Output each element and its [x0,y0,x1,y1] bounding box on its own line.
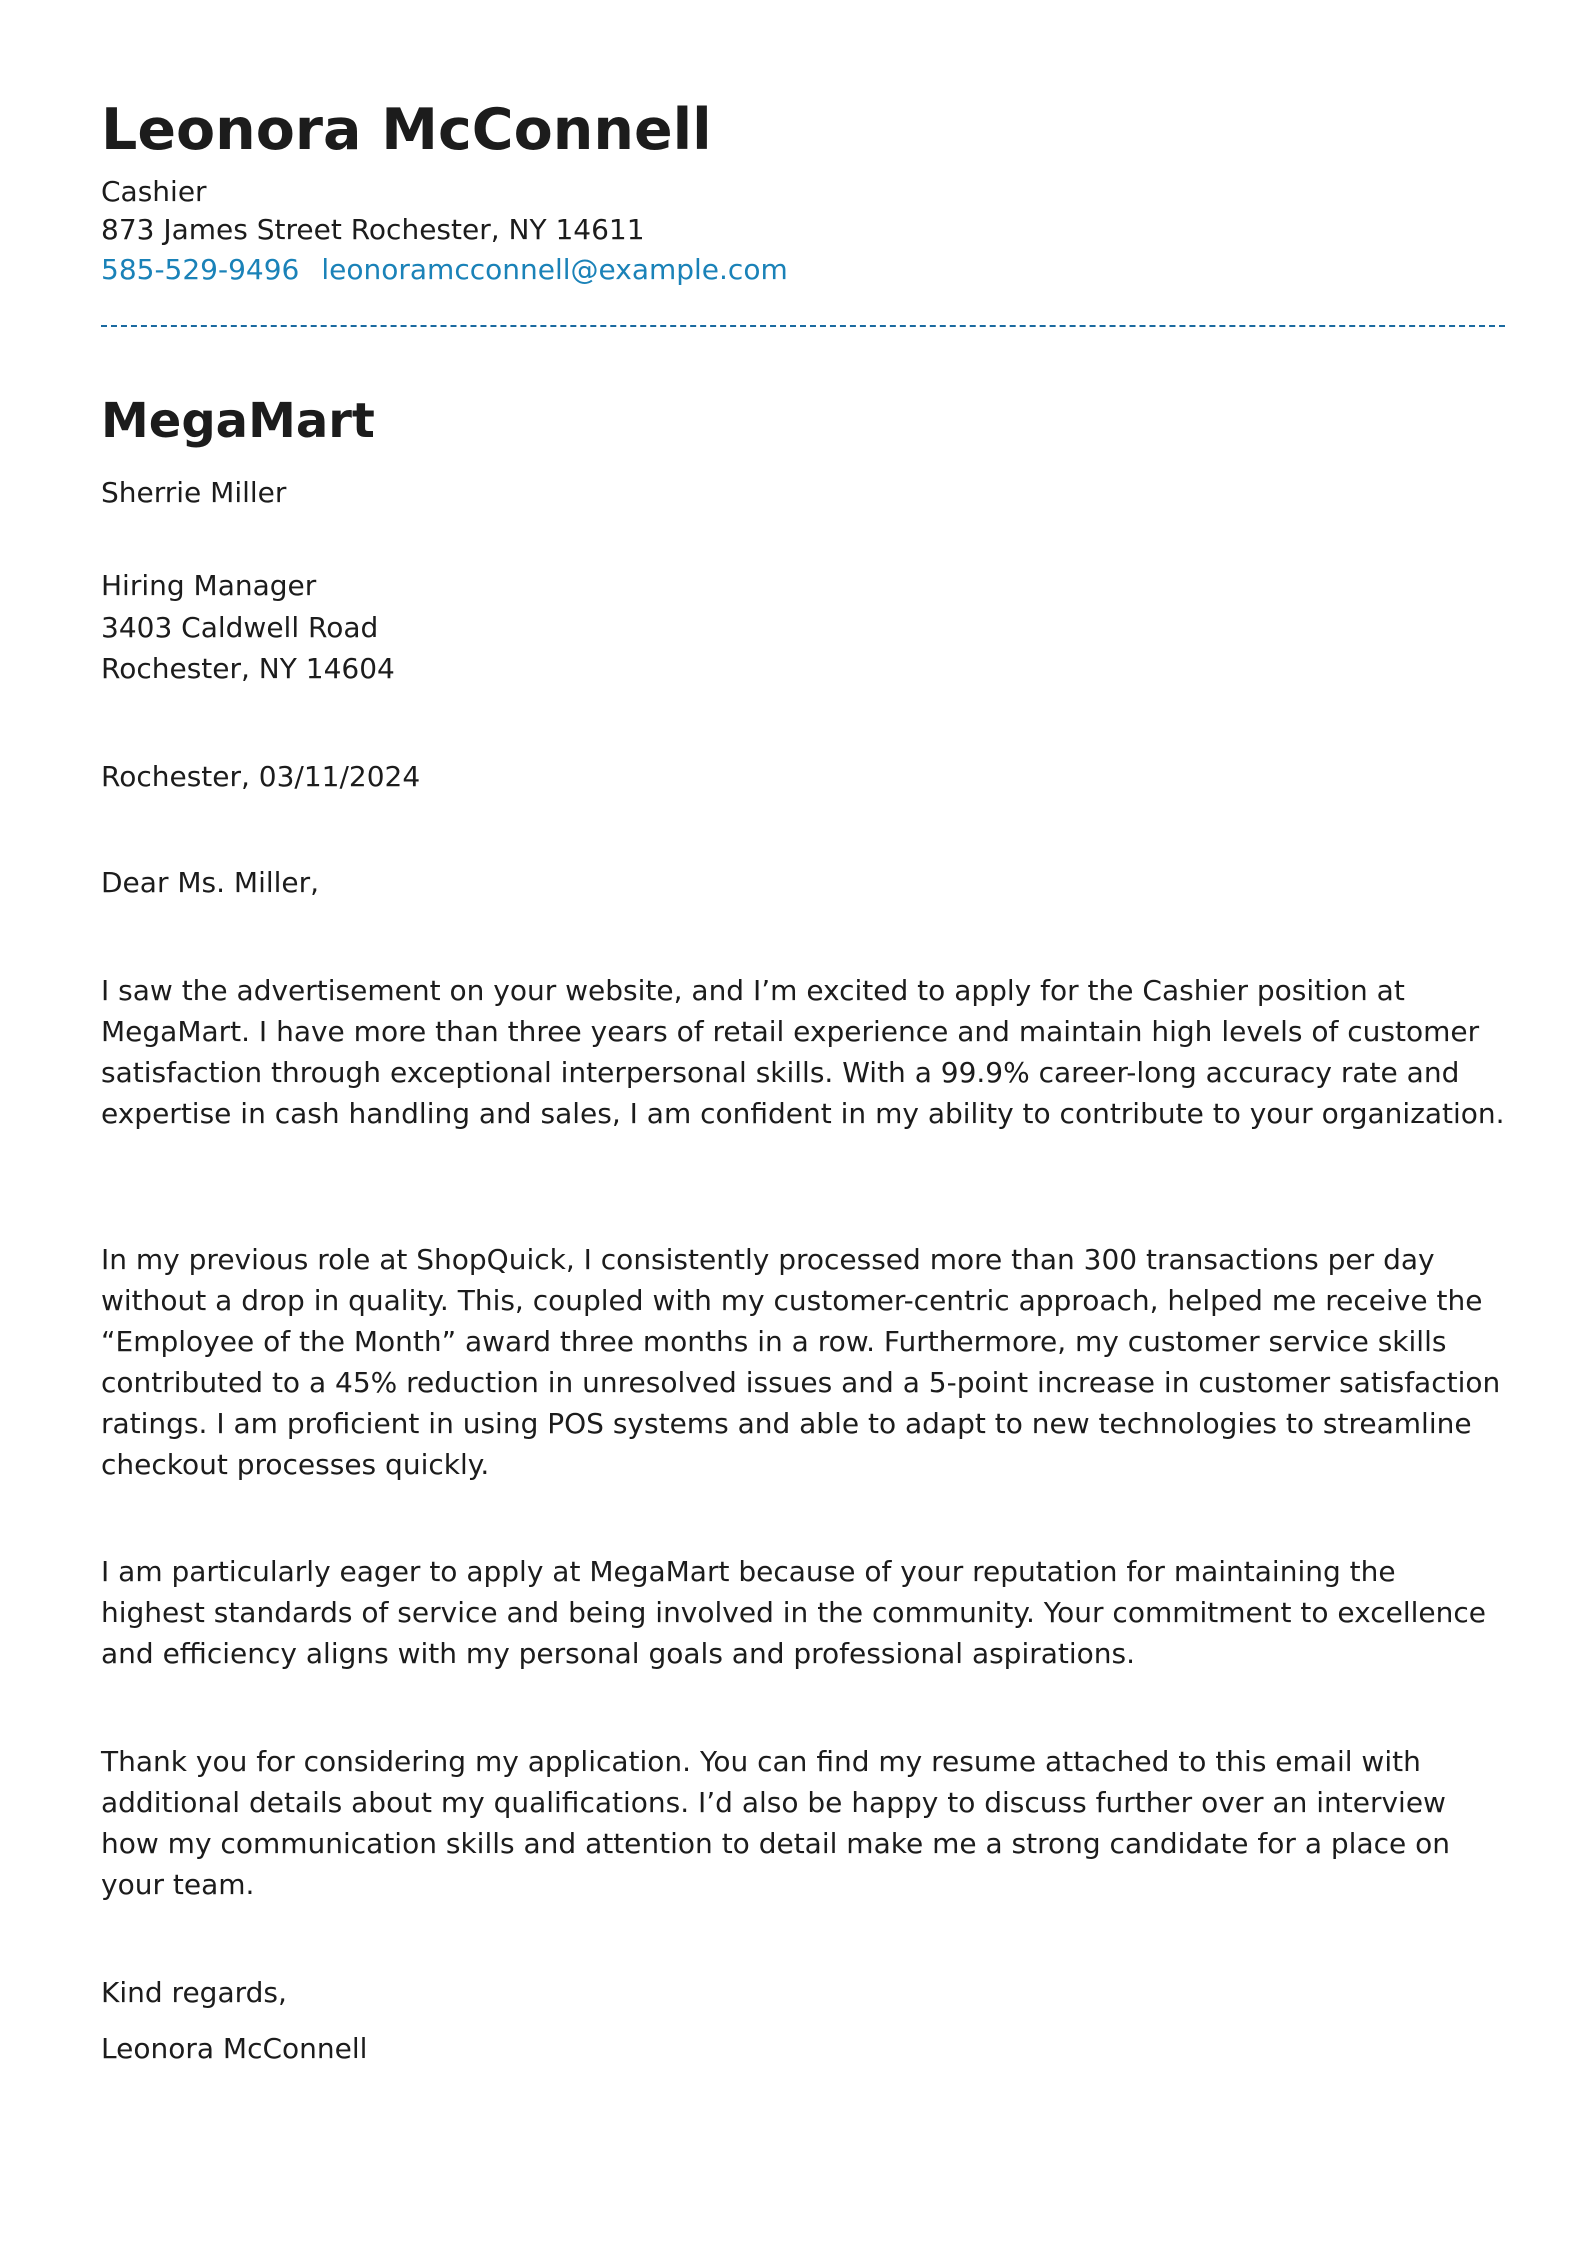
closing: Kind regards, [101,1976,287,2009]
body-paragraph: Thank you for considering my application. You can find my resume attached to this email with additional details about my qualifications. I’d also be happy to discuss further over an interview how my communication skills and attention to detail make me a strong candidate for a place on your team. [101,1745,1451,1901]
header-divider [101,325,1505,327]
letter-date: Rochester, 03/11/2024 [101,760,421,793]
recipient-role: Hiring Manager [101,569,317,602]
phone-link[interactable]: 585-529-9496 [101,253,300,286]
recipient-street: 3403 Caldwell Road [101,610,379,644]
email-link[interactable]: leonoramcconnell@example.com [321,253,788,286]
applicant-address: 873 James Street Rochester, NY 14611 [101,213,645,246]
body-paragraph: I saw the advertisement on your website, and I’m excited to apply for the Cashier position at MegaMart. I have more than three years of retail experience and maintain high levels of customer satisfaction through exceptional interpersonal skills. With a 99.9% career-long accuracy rate and expertise in cash handling and sales, I am confident in my ability to contribute to your organization. [101,974,1505,1130]
recipient-address-block [101,565,1505,690]
recipient-city-line: Rochester, NY 14604 [101,652,395,685]
salutation: Dear Ms. Miller, [101,866,320,899]
contact-info [101,250,788,290]
company-name: MegaMart [101,393,375,449]
recipient-contact-name: Sherrie Miller [101,476,287,509]
body-paragraph: In my previous role at ShopQuick, I consistently processed more than 300 transactions per day without a drop in quality. This, coupled with my customer-centric approach, helped me receive the “Employee of the Month” award three months in a row. Furthermore, my customer service skills contributed to a 45% reduction in unresolved issues and a 5-point increase in customer satisfaction ratings. I am proficient in using POS systems and able to adapt to new technologies to streamline checkout processes quickly. [101,1243,1501,1481]
applicant-name: Leonora McConnell [101,97,712,163]
signature: Leonora McConnell [101,2032,368,2065]
applicant-job-title: Cashier [101,175,207,208]
body-paragraph: I am particularly eager to apply at MegaMart because of your reputation for maintaining the highest standards of service and being involved in the community. Your commitment to excellence and efficiency aligns with my personal goals and professional aspirations. [101,1555,1486,1670]
